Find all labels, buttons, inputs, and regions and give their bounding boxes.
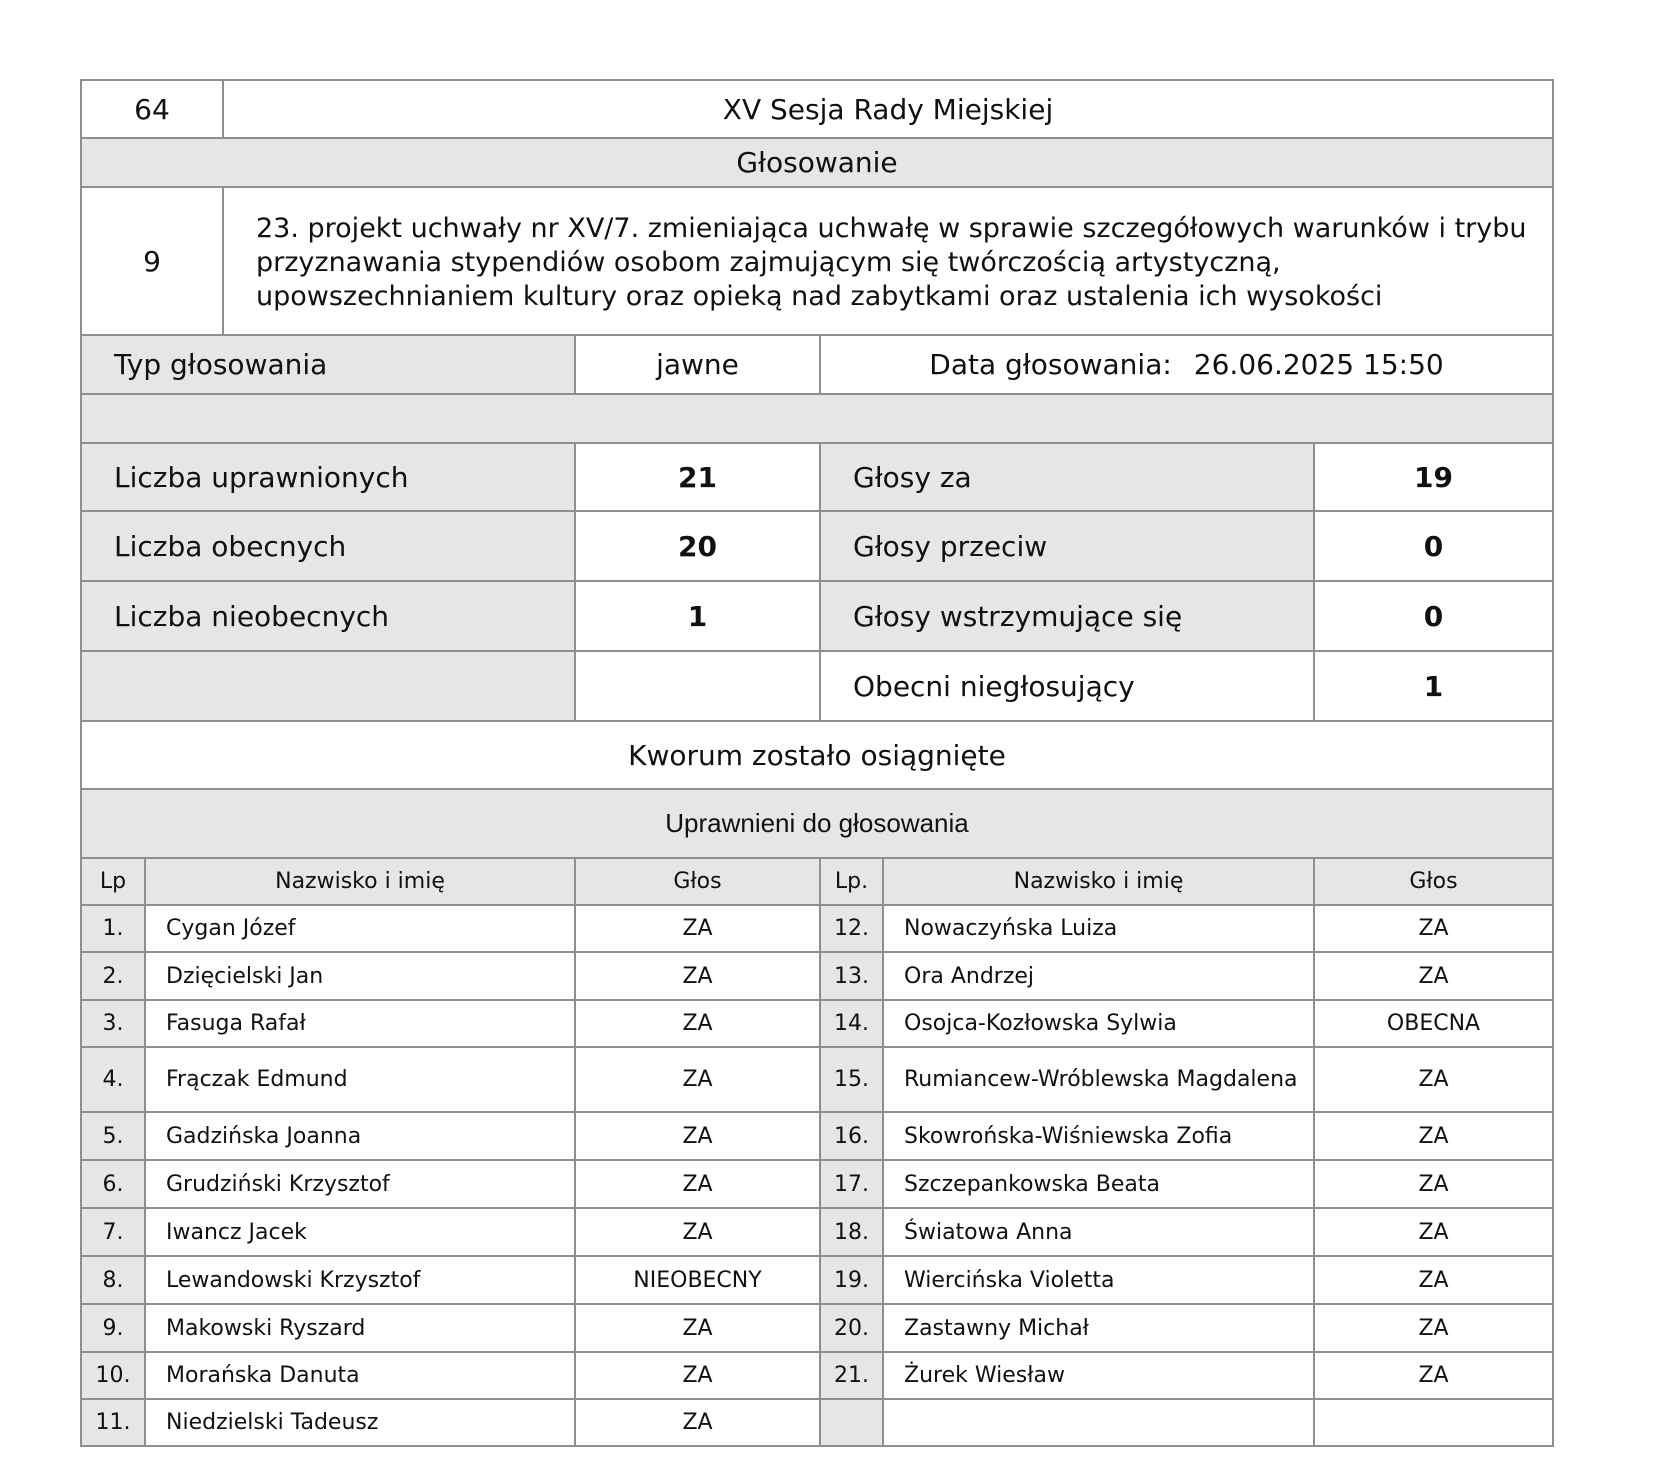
voter-vote: ZA	[574, 1113, 819, 1159]
present-value: 20	[574, 512, 819, 580]
col-vote-left: Głos	[574, 859, 819, 904]
voter-vote: ZA	[574, 1209, 819, 1255]
voter-vote: ZA	[1313, 1113, 1552, 1159]
session-number: 64	[134, 92, 170, 126]
voter-name: Światowa Anna	[882, 1209, 1313, 1255]
table-row	[80, 906, 1554, 953]
voter-name: Wiercińska Violetta	[882, 1257, 1313, 1303]
voter-name: Morańska Danuta	[144, 1353, 574, 1398]
voter-lp: 9.	[82, 1305, 144, 1351]
votes-for-label: Głosy za	[819, 444, 1313, 510]
voter-name: Dzięcielski Jan	[144, 953, 574, 999]
voter-vote: ZA	[574, 1048, 819, 1111]
table-row	[80, 953, 1554, 1001]
table-row	[80, 1400, 1554, 1447]
voter-vote: ZA	[1313, 1353, 1552, 1398]
voter-lp: 6.	[82, 1161, 144, 1207]
voter-vote: NIEOBECNY	[574, 1257, 819, 1303]
table-row	[80, 1113, 1554, 1161]
voter-lp: 11.	[82, 1400, 144, 1445]
item-number: 9	[143, 244, 161, 278]
col-lp-right: Lp.	[819, 859, 882, 904]
table-row	[80, 1209, 1554, 1257]
vote-date	[819, 336, 1552, 393]
abstain-label: Głosy wstrzymujące się	[819, 582, 1313, 650]
vote-date-label: Data głosowania:	[929, 348, 1172, 381]
voter-lp: 13.	[819, 953, 882, 999]
table-header	[80, 859, 1554, 906]
voter-vote	[1313, 1400, 1552, 1445]
table-row	[80, 1048, 1554, 1113]
table-row	[80, 1257, 1554, 1305]
voter-vote: ZA	[1313, 1161, 1552, 1207]
section-title-row	[80, 139, 1554, 188]
voter-lp: 20.	[819, 1305, 882, 1351]
quorum-row	[80, 722, 1554, 790]
spacer-row	[80, 395, 1554, 444]
voter-lp: 5.	[82, 1113, 144, 1159]
votes-against-value: 0	[1313, 512, 1552, 580]
voter-name: Lewandowski Krzysztof	[144, 1257, 574, 1303]
present-not-voting-value: 1	[1313, 652, 1552, 720]
votes-for-value: 19	[1313, 444, 1552, 510]
abstain-value: 0	[1313, 582, 1552, 650]
voter-lp: 1.	[82, 906, 144, 951]
eligible-value: 21	[574, 444, 819, 510]
voter-name: Makowski Ryszard	[144, 1305, 574, 1351]
voter-name: Szczepankowska Beata	[882, 1161, 1313, 1207]
voter-name	[882, 1400, 1313, 1445]
voter-lp: 8.	[82, 1257, 144, 1303]
voter-lp: 2.	[82, 953, 144, 999]
voter-name: Osojca-Kozłowska Sylwia	[882, 1001, 1313, 1046]
voter-lp: 21.	[819, 1353, 882, 1398]
voter-vote: ZA	[1313, 1257, 1552, 1303]
col-vote-right: Głos	[1313, 859, 1552, 904]
table-row	[80, 1353, 1554, 1400]
voter-lp: 4.	[82, 1048, 144, 1111]
eligible-title: Uprawnieni do głosowania	[665, 808, 969, 838]
col-lp-left: Lp	[99, 869, 127, 894]
vote-type-label: Typ głosowania	[82, 336, 574, 393]
voter-vote: ZA	[574, 953, 819, 999]
voter-vote: ZA	[574, 1305, 819, 1351]
stats-row	[80, 582, 1554, 652]
voter-name: Zastawny Michał	[882, 1305, 1313, 1351]
voter-name: Gadzińska Joanna	[144, 1113, 574, 1159]
voter-lp: 18.	[819, 1209, 882, 1255]
agenda-item	[80, 188, 1554, 336]
voter-name: Skowrońska-Wiśniewska Zofia	[882, 1113, 1313, 1159]
table-row	[80, 1001, 1554, 1048]
voter-vote: ZA	[574, 1400, 819, 1445]
voter-vote: ZA	[574, 1001, 819, 1046]
voter-vote: ZA	[574, 906, 819, 951]
voter-vote: ZA	[1313, 906, 1552, 951]
voter-vote: ZA	[1313, 1048, 1552, 1111]
eligible-label: Liczba uprawnionych	[82, 444, 574, 510]
col-name-right: Nazwisko i imię	[882, 859, 1313, 904]
voter-name: Ora Andrzej	[882, 953, 1313, 999]
empty-cell	[574, 652, 819, 720]
vote-type-value: jawne	[574, 336, 819, 393]
votes-against-label: Głosy przeciw	[819, 512, 1313, 580]
voting-report	[80, 79, 1554, 1447]
voter-lp: 12.	[819, 906, 882, 951]
item-subject: 23. projekt uchwały nr XV/7. zmieniająca uchwałę w sprawie szczegółowych warunków i trybu przyznawania stypendiów osobom zajmującym się twórczością artystyczną, upowszechnianiem kultury oraz opieką nad zabytkami oraz ustalenia ich wysokości	[222, 188, 1552, 334]
voter-lp	[819, 1400, 882, 1445]
voter-lp: 15.	[819, 1048, 882, 1111]
voter-vote: ZA	[574, 1353, 819, 1398]
voter-name: Frączak Edmund	[144, 1048, 574, 1111]
voter-name: Nowaczyńska Luiza	[882, 906, 1313, 951]
vote-date-value: 26.06.2025 15:50	[1193, 348, 1444, 381]
table-row	[80, 1305, 1554, 1353]
voter-lp: 3.	[82, 1001, 144, 1046]
stats-row	[80, 652, 1554, 722]
stats-row	[80, 444, 1554, 512]
voter-lp: 19.	[819, 1257, 882, 1303]
present-label: Liczba obecnych	[82, 512, 574, 580]
voter-name: Niedzielski Tadeusz	[144, 1400, 574, 1445]
voter-lp: 16.	[819, 1113, 882, 1159]
voter-name: Iwancz Jacek	[144, 1209, 574, 1255]
absent-label: Liczba nieobecnych	[82, 582, 574, 650]
voter-vote: ZA	[1313, 1209, 1552, 1255]
voter-name: Grudziński Krzysztof	[144, 1161, 574, 1207]
voter-lp: 7.	[82, 1209, 144, 1255]
voter-name: Fasuga Rafał	[144, 1001, 574, 1046]
voter-name: Rumiancew-Wróblewska Magdalena	[882, 1048, 1313, 1111]
empty-cell	[82, 652, 574, 720]
voter-lp: 14.	[819, 1001, 882, 1046]
session-title: XV Sesja Rady Miejskiej	[222, 81, 1552, 137]
section-title: Głosowanie	[736, 146, 898, 179]
col-name-left: Nazwisko i imię	[144, 859, 574, 904]
vote-type-row	[80, 336, 1554, 395]
table-row	[80, 1161, 1554, 1209]
voter-lp: 17.	[819, 1161, 882, 1207]
quorum-status: Kworum zostało osiągnięte	[628, 738, 1006, 772]
absent-value: 1	[574, 582, 819, 650]
voter-table-body	[80, 906, 1554, 1447]
voter-lp: 10.	[82, 1353, 144, 1398]
voter-name: Żurek Wiesław	[882, 1353, 1313, 1398]
eligible-title-row	[80, 790, 1554, 859]
stats-row	[80, 512, 1554, 582]
voter-vote: ZA	[574, 1161, 819, 1207]
present-not-voting-label: Obecni niegłosujący	[819, 652, 1313, 720]
voter-name: Cygan Józef	[144, 906, 574, 951]
voter-vote: ZA	[1313, 1305, 1552, 1351]
session-header	[80, 79, 1554, 139]
voter-vote: OBECNA	[1313, 1001, 1552, 1046]
voter-vote: ZA	[1313, 953, 1552, 999]
